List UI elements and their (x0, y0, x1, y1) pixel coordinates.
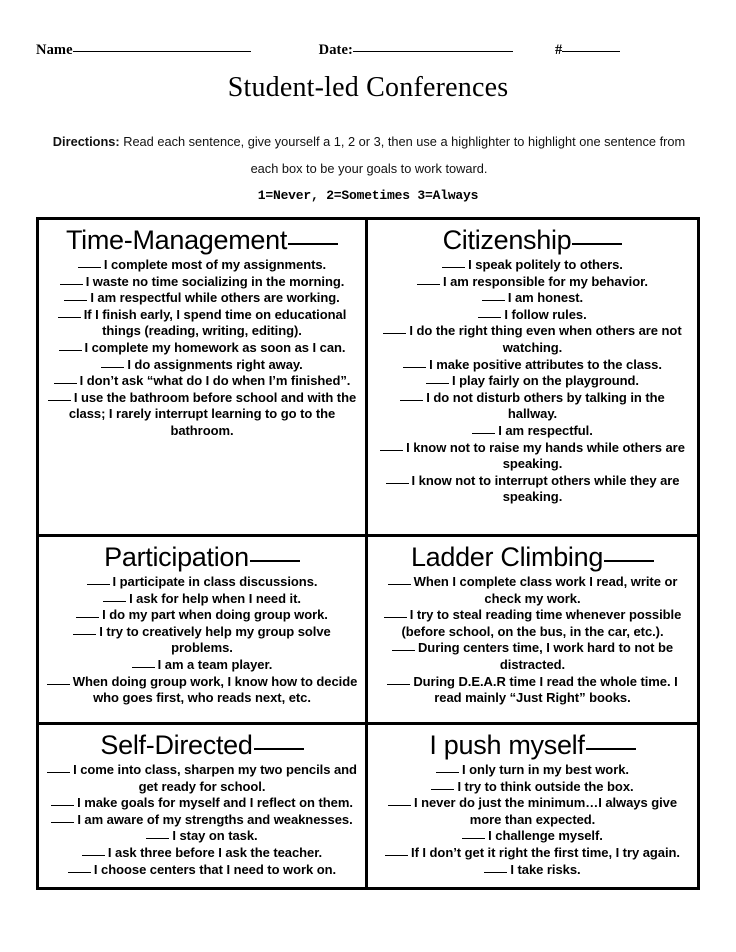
rating-blank[interactable] (482, 291, 505, 301)
statement-list (375, 574, 690, 707)
statement-item[interactable] (375, 795, 690, 828)
category-score-blank[interactable] (586, 734, 636, 750)
statement-text: I speak politely to others. (468, 257, 623, 272)
rating-blank[interactable] (101, 358, 124, 368)
statement-item[interactable] (46, 845, 358, 862)
statement-text: I only turn in my best work. (462, 762, 629, 777)
rating-blank[interactable] (484, 863, 507, 873)
statement-item[interactable] (46, 591, 358, 608)
name-field[interactable] (36, 41, 251, 59)
category-heading (46, 729, 358, 761)
category-heading (375, 541, 690, 573)
statement-text: When doing group work, I know how to decide who goes first, who reads next, etc. (72, 673, 358, 706)
statement-text: I ask three before I ask the teacher. (107, 844, 323, 860)
category-heading-text: I push myself (429, 730, 585, 760)
rating-blank[interactable] (82, 846, 105, 856)
category-heading-text: Participation (104, 542, 249, 572)
category-score-blank[interactable] (254, 734, 304, 750)
statement-item[interactable] (46, 828, 358, 845)
self-assessment-grid (36, 217, 700, 890)
statement-text: If I don’t get it right the first time, I try again. (411, 844, 680, 860)
statement-item[interactable] (46, 862, 358, 879)
statement-text: I play fairly on the playground. (452, 373, 639, 389)
category-box-self-directed (39, 725, 368, 887)
statement-item[interactable] (375, 440, 690, 473)
statement-item[interactable] (375, 674, 690, 707)
statement-text: I try to steal reading time whenever possible (before school, on the bus, in the car, etc.). (401, 607, 682, 639)
category-score-blank[interactable] (250, 546, 300, 562)
date-field[interactable] (319, 41, 513, 59)
rating-blank[interactable] (417, 275, 440, 285)
statement-text: If I finish early, I spend time on educational things (reading, writing, editing). (83, 306, 347, 339)
rating-blank[interactable] (68, 863, 91, 873)
category-score-blank[interactable] (288, 229, 338, 245)
statement-text: I take risks. (510, 861, 581, 877)
statement-item[interactable] (375, 779, 690, 796)
statement-item[interactable] (375, 607, 690, 640)
statement-item[interactable] (46, 274, 358, 291)
rating-blank[interactable] (478, 308, 501, 318)
statement-text: I ask for help when I need it. (129, 590, 301, 606)
statement-text: I am responsible for my behavior. (443, 273, 648, 289)
statement-text: I participate in class discussions. (112, 574, 318, 589)
statement-text: I am aware of my strengths and weaknesses. (77, 811, 353, 827)
statement-item[interactable] (375, 828, 690, 845)
statement-item[interactable] (46, 357, 358, 374)
rating-blank[interactable] (388, 796, 411, 806)
statement-item[interactable] (46, 574, 358, 591)
grid-row-2 (39, 537, 697, 725)
rating-blank[interactable] (73, 625, 96, 635)
rating-blank[interactable] (400, 391, 423, 401)
statement-text: I challenge myself. (488, 828, 603, 844)
category-heading (46, 224, 358, 256)
statement-item[interactable] (46, 812, 358, 829)
category-heading (375, 224, 690, 256)
directions-paragraph (44, 128, 694, 182)
statement-item[interactable] (375, 390, 690, 423)
statement-item[interactable] (46, 657, 358, 674)
rating-scale-key: 1=Never, 2=Sometimes 3=Always (257, 188, 479, 203)
rating-blank[interactable] (383, 324, 406, 334)
category-score-blank[interactable] (604, 546, 654, 562)
statement-text: I try to think outside the box. (457, 778, 634, 794)
directions-label: Directions: (52, 134, 120, 149)
statement-text: During centers time, I work hard to not be distracted. (417, 640, 674, 672)
statement-text: I do my part when doing group work. (102, 607, 328, 623)
statement-item[interactable] (375, 640, 690, 673)
statement-item[interactable] (375, 845, 690, 862)
statement-item[interactable] (375, 423, 690, 440)
rating-blank[interactable] (431, 780, 454, 790)
rating-blank[interactable] (60, 275, 83, 285)
statement-item[interactable] (46, 307, 358, 340)
statement-list (46, 762, 358, 878)
date-label: Date: (318, 42, 353, 58)
rating-blank[interactable] (64, 291, 87, 301)
statement-text: I don’t ask “what do I do when I’m finished”. (79, 373, 351, 389)
statement-item[interactable] (375, 274, 690, 291)
statement-text: I use the bathroom before school and with the class; I rarely interrupt learning to go to the bathroom. (68, 389, 357, 438)
statement-item[interactable] (46, 624, 358, 657)
rating-blank[interactable] (58, 308, 81, 318)
category-heading-text: Ladder Climbing (410, 542, 604, 572)
page-title: Student-led Conferences (227, 72, 509, 103)
statement-item[interactable] (46, 373, 358, 390)
statement-item[interactable] (46, 795, 358, 812)
rating-blank[interactable] (47, 763, 70, 773)
rating-blank[interactable] (78, 258, 101, 268)
statement-text: I come into class, sharpen my two pencils and get ready for school. (73, 762, 357, 794)
statement-item[interactable] (46, 607, 358, 624)
rating-blank[interactable] (472, 424, 495, 434)
rating-blank[interactable] (426, 374, 449, 384)
rating-blank[interactable] (388, 575, 411, 585)
category-score-blank[interactable] (572, 229, 622, 245)
rating-blank[interactable] (462, 829, 485, 839)
rating-blank[interactable] (76, 608, 99, 618)
grid-row-1 (39, 220, 697, 537)
number-write-line[interactable] (562, 41, 620, 52)
category-box-ladder-climbing (368, 537, 697, 722)
category-heading-text: Citizenship (442, 225, 572, 255)
directions-text: Read each sentence, give yourself a 1, 2 or 3, then use a highlighter to highlight one sentence from each box to be your goals to work toward. (119, 134, 686, 176)
statement-text: I stay on task. (172, 828, 258, 844)
rating-blank[interactable] (385, 846, 408, 856)
category-box-i-push-myself (368, 725, 697, 887)
statement-text: I follow rules. (504, 306, 587, 322)
number-label: # (554, 42, 563, 58)
statement-item[interactable] (46, 390, 358, 440)
statement-list (46, 257, 358, 440)
statement-text: I am honest. (507, 290, 584, 306)
category-heading-text: Self-Directed (100, 730, 253, 760)
statement-item[interactable] (375, 357, 690, 374)
rating-blank[interactable] (384, 608, 407, 618)
statement-text: I never do just the minimum…I always give more than expected. (413, 795, 678, 827)
number-field[interactable] (555, 41, 620, 59)
statement-text: I am respectful while others are working. (90, 290, 340, 306)
rating-blank[interactable] (54, 374, 77, 384)
category-heading (46, 541, 358, 573)
statement-list (375, 762, 690, 878)
rating-blank[interactable] (392, 641, 415, 651)
statement-text: I complete my homework as soon as I can. (84, 339, 346, 355)
statement-item[interactable] (46, 257, 358, 274)
date-write-line[interactable] (353, 41, 513, 52)
rating-blank[interactable] (442, 258, 465, 268)
statement-text: I make positive attributes to the class. (429, 356, 662, 372)
student-info-line (36, 41, 706, 63)
statement-text: I know not to raise my hands while others are speaking. (406, 439, 685, 472)
rating-blank[interactable] (48, 391, 71, 401)
statement-text: I do not disturb others by talking in the hallway. (426, 389, 665, 422)
statement-text: I do assignments right away. (127, 356, 303, 372)
statement-text: I am a team player. (157, 656, 273, 672)
rating-blank[interactable] (387, 675, 410, 685)
name-label: Name (36, 42, 73, 58)
rating-blank[interactable] (146, 829, 169, 839)
category-heading (375, 729, 690, 761)
rating-blank[interactable] (51, 796, 74, 806)
rating-blank[interactable] (103, 592, 126, 602)
rating-blank[interactable] (436, 763, 459, 773)
statement-text: I do the right thing even when others are not watching. (409, 323, 682, 355)
rating-blank[interactable] (386, 474, 409, 484)
statement-list (375, 257, 690, 506)
statement-item[interactable] (375, 574, 690, 607)
rating-blank[interactable] (403, 358, 426, 368)
statement-item[interactable] (375, 762, 690, 779)
statement-item[interactable] (375, 473, 690, 506)
statement-text: I try to creatively help my group solve problems. (99, 623, 331, 656)
statement-item[interactable] (46, 674, 358, 707)
statement-item[interactable] (375, 257, 690, 274)
rating-blank[interactable] (87, 575, 110, 585)
statement-text: I complete most of my assignments. (103, 257, 327, 272)
name-write-line[interactable] (73, 41, 251, 52)
category-heading-text: Time-Management (65, 225, 288, 255)
statement-list (46, 574, 358, 707)
grid-row-3 (39, 725, 697, 887)
statement-item[interactable] (375, 307, 690, 324)
statement-text: When I complete class work I read, write or check my work. (413, 574, 678, 606)
category-box-citizenship (368, 220, 697, 534)
statement-text: I am respectful. (498, 422, 593, 438)
rating-blank[interactable] (51, 813, 74, 823)
category-box-participation (39, 537, 368, 722)
statement-item[interactable] (46, 762, 358, 795)
statement-text: I make goals for myself and I reflect on them. (77, 795, 353, 811)
statement-item[interactable] (375, 862, 690, 879)
statement-text: I waste no time socializing in the morning. (85, 273, 345, 289)
statement-item[interactable] (375, 373, 690, 390)
rating-blank[interactable] (59, 341, 82, 351)
statement-item[interactable] (375, 290, 690, 307)
statement-item[interactable] (375, 323, 690, 356)
statement-text: During D.E.A.R time I read the whole time. I read mainly “Just Right” books. (413, 673, 678, 706)
statement-item[interactable] (46, 340, 358, 357)
statement-text: I choose centers that I need to work on. (93, 861, 337, 877)
rating-blank[interactable] (132, 658, 155, 668)
rating-blank[interactable] (47, 675, 70, 685)
category-box-time-management (39, 220, 368, 534)
rating-blank[interactable] (380, 441, 403, 451)
statement-text: I know not to interrupt others while they are speaking. (411, 472, 680, 505)
statement-item[interactable] (46, 290, 358, 307)
